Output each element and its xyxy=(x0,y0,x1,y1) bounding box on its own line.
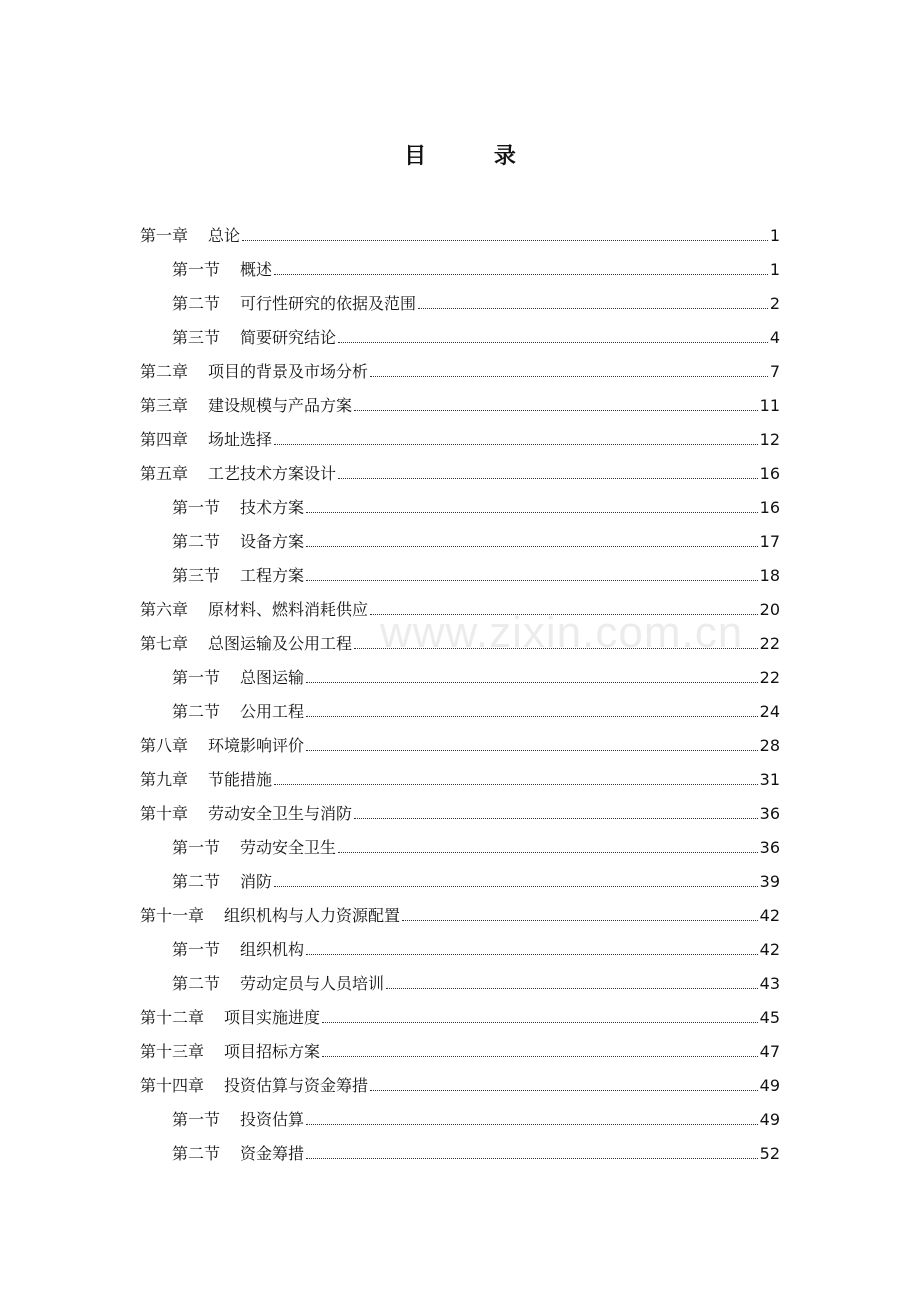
toc-leader-dots xyxy=(306,953,758,955)
toc-leader-dots xyxy=(274,443,758,445)
toc-entry-number: 第六章 xyxy=(140,600,189,619)
toc-entry-label: 投资估算与资金筹措 xyxy=(224,1076,369,1095)
toc-entry-number: 第二节 xyxy=(172,532,221,551)
toc-entry-page: 2 xyxy=(769,294,780,313)
toc-entry-number: 第一章 xyxy=(140,226,189,245)
toc-entry-page: 22 xyxy=(759,634,780,653)
toc-entry-page: 24 xyxy=(759,702,780,721)
toc-entry-number: 第五章 xyxy=(140,464,189,483)
toc-chapter-entry[interactable] xyxy=(140,349,780,383)
toc-leader-dots xyxy=(354,409,758,411)
toc-entry-label: 可行性研究的依据及范围 xyxy=(240,294,417,313)
toc-leader-dots xyxy=(306,545,758,547)
toc-entry-label: 项目的背景及市场分析 xyxy=(208,362,369,381)
toc-chapter-entry[interactable] xyxy=(140,213,780,247)
toc-leader-dots xyxy=(274,273,768,275)
toc-entry-number: 第二节 xyxy=(172,974,221,993)
toc-entry-page: 4 xyxy=(769,328,780,347)
toc-entry-number: 第十三章 xyxy=(140,1042,205,1061)
toc-entry-page: 20 xyxy=(759,600,780,619)
toc-entry-label: 原材料、燃料消耗供应 xyxy=(208,600,369,619)
toc-leader-dots xyxy=(370,1089,758,1091)
toc-leader-dots xyxy=(322,1055,758,1057)
toc-leader-dots xyxy=(306,681,758,683)
toc-entry-label: 建设规模与产品方案 xyxy=(208,396,353,415)
toc-leader-dots xyxy=(306,1157,758,1159)
toc-chapter-entry[interactable] xyxy=(140,995,780,1029)
page-title: 目 录 xyxy=(404,144,546,169)
toc-entry-page: 49 xyxy=(759,1110,780,1129)
toc-leader-dots xyxy=(322,1021,758,1023)
toc-entry-label: 总图运输及公用工程 xyxy=(208,634,353,653)
toc-leader-dots xyxy=(338,851,758,853)
toc-entry-number: 第四章 xyxy=(140,430,189,449)
toc-chapter-entry[interactable] xyxy=(140,1029,780,1063)
toc-entry-label: 项目招标方案 xyxy=(224,1042,321,1061)
toc-entry-label: 消防 xyxy=(240,872,273,891)
toc-chapter-entry[interactable] xyxy=(140,417,780,451)
toc-entry-number: 第二章 xyxy=(140,362,189,381)
toc-entry-label: 设备方案 xyxy=(240,532,305,551)
toc-entry-page: 39 xyxy=(759,872,780,891)
toc-entry-label: 工程方案 xyxy=(240,566,305,585)
toc-entry-page: 22 xyxy=(759,668,780,687)
toc-entry-page: 36 xyxy=(759,838,780,857)
toc-entry-label: 劳动安全卫生 xyxy=(240,838,337,857)
toc-chapter-entry[interactable] xyxy=(140,723,780,757)
watermark: www.zixin.com.cn xyxy=(380,608,744,657)
toc-section-entry[interactable] xyxy=(172,247,780,281)
toc-entry-label: 资金筹措 xyxy=(240,1144,305,1163)
toc-entry-label: 总图运输 xyxy=(240,668,305,687)
toc-entry-label: 概述 xyxy=(240,260,273,279)
toc-entry-number: 第二节 xyxy=(172,872,221,891)
toc-section-entry[interactable] xyxy=(172,927,780,961)
toc-entry-label: 总论 xyxy=(208,226,241,245)
toc-entry-page: 16 xyxy=(759,498,780,517)
toc-section-entry[interactable] xyxy=(172,553,780,587)
toc-leader-dots xyxy=(370,375,768,377)
toc-chapter-entry[interactable] xyxy=(140,1063,780,1097)
toc-entry-number: 第一节 xyxy=(172,940,221,959)
toc-section-entry[interactable] xyxy=(172,281,780,315)
toc-entry-page: 42 xyxy=(759,940,780,959)
toc-leader-dots xyxy=(338,341,768,343)
toc-entry-number: 第一节 xyxy=(172,260,221,279)
toc-entry-number: 第九章 xyxy=(140,770,189,789)
toc-entry-page: 52 xyxy=(759,1144,780,1163)
toc-entry-number: 第二节 xyxy=(172,294,221,313)
toc-entry-page: 7 xyxy=(769,362,780,381)
toc-entry-number: 第一节 xyxy=(172,668,221,687)
toc-entry-page: 18 xyxy=(759,566,780,585)
toc-entry-label: 场址选择 xyxy=(208,430,273,449)
toc-leader-dots xyxy=(338,477,758,479)
toc-entry-page: 47 xyxy=(759,1042,780,1061)
toc-entry-number: 第二节 xyxy=(172,702,221,721)
toc-entry-number: 第十四章 xyxy=(140,1076,205,1095)
toc-leader-dots xyxy=(386,987,758,989)
toc-section-entry[interactable] xyxy=(172,961,780,995)
toc-leader-dots xyxy=(274,783,758,785)
toc-chapter-entry[interactable] xyxy=(140,893,780,927)
toc-entry-number: 第三节 xyxy=(172,328,221,347)
toc-entry-number: 第一节 xyxy=(172,1110,221,1129)
toc-section-entry[interactable] xyxy=(172,1131,780,1165)
toc-entry-number: 第三章 xyxy=(140,396,189,415)
toc-leader-dots xyxy=(306,579,758,581)
toc-entry-label: 公用工程 xyxy=(240,702,305,721)
toc-leader-dots xyxy=(306,715,758,717)
toc-entry-label: 简要研究结论 xyxy=(240,328,337,347)
toc-entry-number: 第一节 xyxy=(172,838,221,857)
toc-entry-page: 11 xyxy=(759,396,780,415)
toc-entry-number: 第十一章 xyxy=(140,906,205,925)
toc-leader-dots xyxy=(306,511,758,513)
toc-section-entry[interactable] xyxy=(172,655,780,689)
toc-entry-label: 投资估算 xyxy=(240,1110,305,1129)
toc-leader-dots xyxy=(242,239,768,241)
toc-entry-page: 17 xyxy=(759,532,780,551)
toc-entry-number: 第十章 xyxy=(140,804,189,823)
toc-entry-number: 第二节 xyxy=(172,1144,221,1163)
toc-entry-number: 第八章 xyxy=(140,736,189,755)
toc-entry-page: 43 xyxy=(759,974,780,993)
toc-section-entry[interactable] xyxy=(172,519,780,553)
toc-leader-dots xyxy=(306,1123,758,1125)
toc-entry-number: 第七章 xyxy=(140,634,189,653)
toc-entry-label: 工艺技术方案设计 xyxy=(208,464,337,483)
toc-entry-label: 节能措施 xyxy=(208,770,273,789)
toc-entry-page: 36 xyxy=(759,804,780,823)
toc-entry-page: 42 xyxy=(759,906,780,925)
toc-entry-number: 第一节 xyxy=(172,498,221,517)
toc-entry-page: 16 xyxy=(759,464,780,483)
toc-entry-label: 劳动安全卫生与消防 xyxy=(208,804,353,823)
toc-entry-page: 45 xyxy=(759,1008,780,1027)
toc-entry-label: 劳动定员与人员培训 xyxy=(240,974,385,993)
toc-section-entry[interactable] xyxy=(172,315,780,349)
toc-entry-page: 1 xyxy=(769,260,780,279)
toc-entry-label: 组织机构与人力资源配置 xyxy=(224,906,401,925)
toc-entry-number: 第三节 xyxy=(172,566,221,585)
toc-entry-label: 技术方案 xyxy=(240,498,305,517)
toc-section-entry[interactable] xyxy=(172,859,780,893)
toc-entry-label: 环境影响评价 xyxy=(208,736,305,755)
toc-chapter-entry[interactable] xyxy=(140,791,780,825)
toc-entry-page: 1 xyxy=(769,226,780,245)
toc-leader-dots xyxy=(274,885,758,887)
toc-entry-page: 12 xyxy=(759,430,780,449)
toc-leader-dots xyxy=(354,817,758,819)
toc-entry-label: 项目实施进度 xyxy=(224,1008,321,1027)
toc-section-entry[interactable] xyxy=(172,1097,780,1131)
toc-chapter-entry[interactable] xyxy=(140,451,780,485)
toc-chapter-entry[interactable] xyxy=(140,757,780,791)
toc-entry-page: 49 xyxy=(759,1076,780,1095)
toc-leader-dots xyxy=(402,919,758,921)
toc-leader-dots xyxy=(418,307,768,309)
toc-entry-number: 第十二章 xyxy=(140,1008,205,1027)
toc-entry-page: 28 xyxy=(759,736,780,755)
toc-section-entry[interactable] xyxy=(172,485,780,519)
toc-leader-dots xyxy=(306,749,758,751)
toc-section-entry[interactable] xyxy=(172,689,780,723)
toc-chapter-entry[interactable] xyxy=(140,383,780,417)
toc-entry-page: 31 xyxy=(759,770,780,789)
toc-section-entry[interactable] xyxy=(172,825,780,859)
toc-entry-label: 组织机构 xyxy=(240,940,305,959)
